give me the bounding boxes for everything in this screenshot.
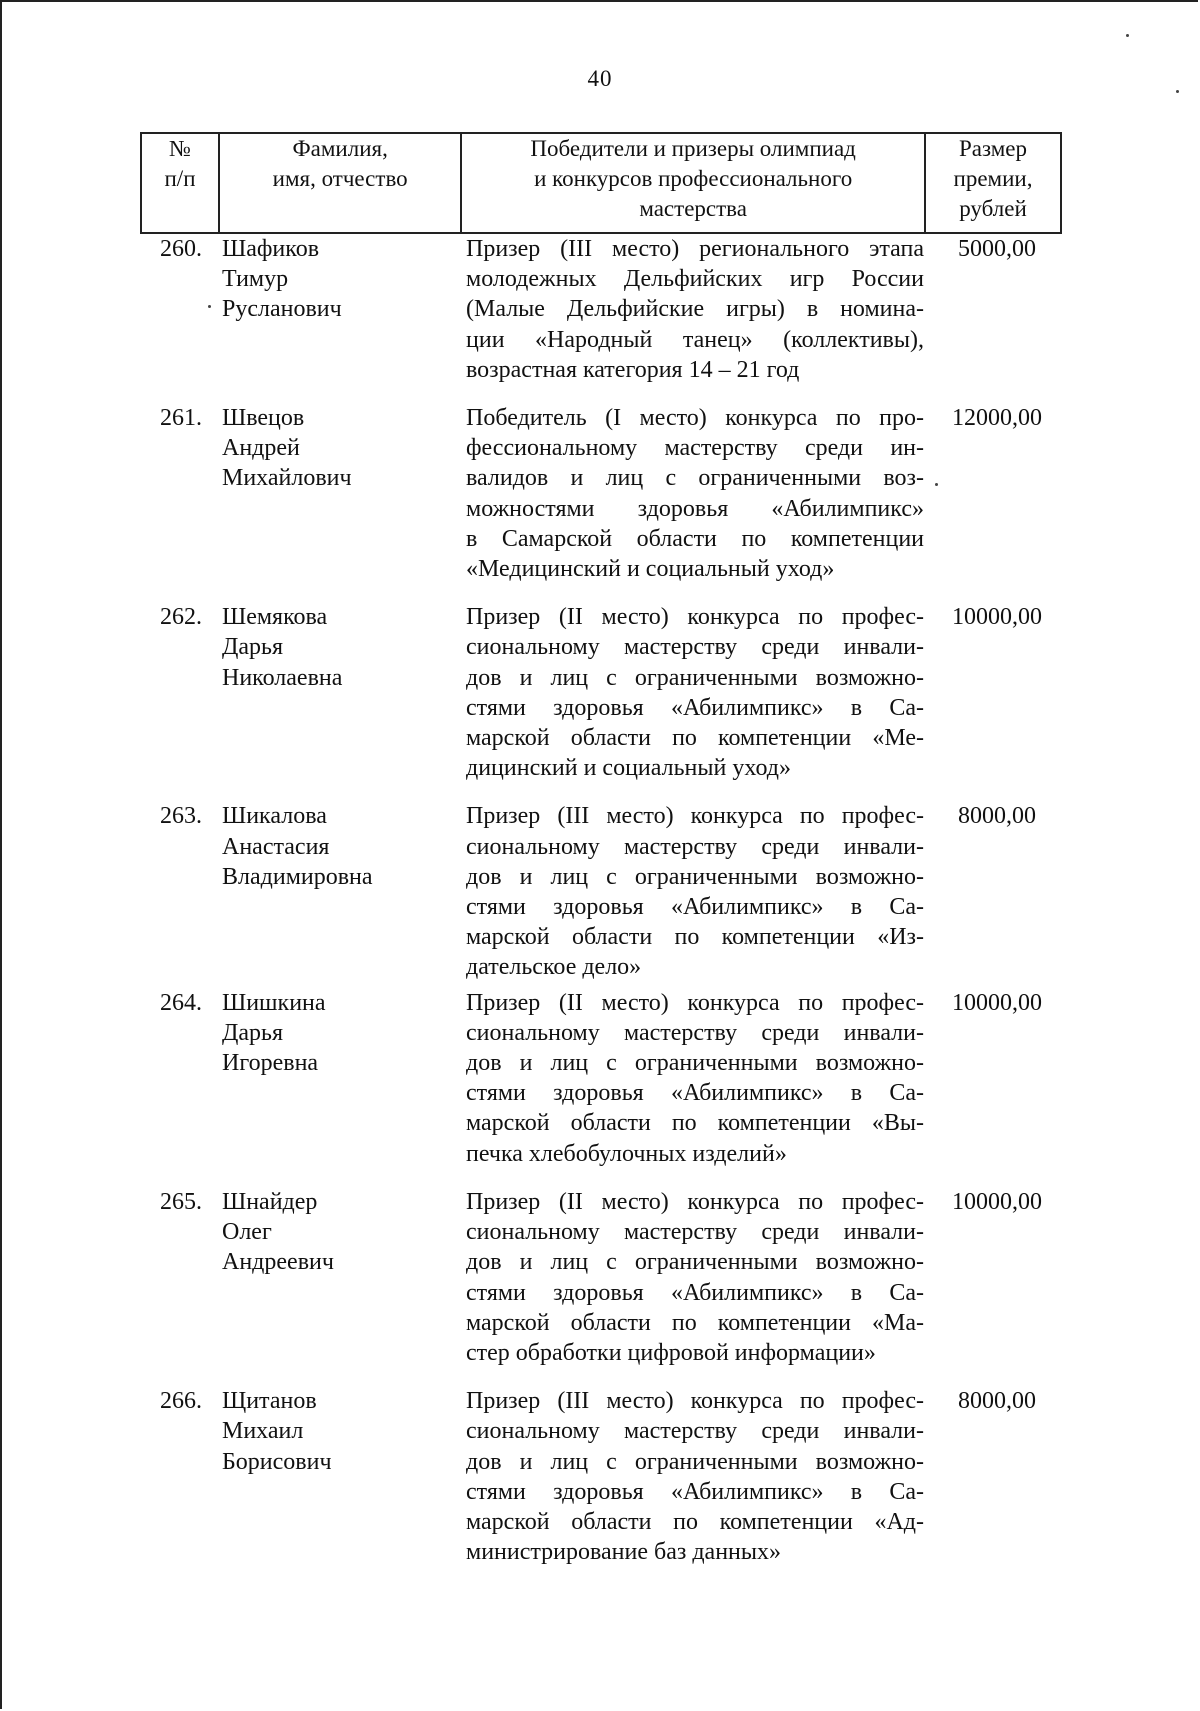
description-line: дательское дело» — [466, 954, 642, 981]
name-line: Шнайдер — [222, 1188, 318, 1215]
row-spacer — [140, 1368, 1062, 1386]
name-line: Щитанов — [222, 1388, 317, 1415]
row-number: 262. — [160, 604, 202, 631]
row-description — [466, 1386, 924, 1567]
description-line: Призер (III место) конкурса по профес- — [466, 803, 924, 830]
description-line: Призер (III место) регионального этапа — [466, 236, 924, 262]
description-line: стер обработки цифровой информации» — [466, 1339, 876, 1366]
description-line: сиональному мастерству среди инвали- — [466, 634, 924, 661]
description-line: дов и лиц с ограниченными возможно- — [466, 863, 924, 890]
row-spacer — [140, 1169, 1062, 1187]
name-line: Игоревна — [222, 1050, 319, 1077]
description-line: сиональному мастерству среди инвали- — [466, 833, 924, 860]
row-description — [466, 1187, 924, 1368]
row-amount: 10000,00 — [952, 604, 1042, 631]
header-num-line: п/п — [164, 166, 196, 191]
row-description — [466, 988, 924, 1169]
description-line: марской области по компетенции «Из- — [466, 924, 924, 951]
description-line: молодежных Дельфийских игр России — [466, 266, 924, 293]
table-row — [140, 1386, 1062, 1567]
name-line: Владимировна — [222, 863, 373, 890]
row-full-name — [222, 1187, 466, 1368]
row-amount: 10000,00 — [952, 989, 1042, 1016]
row-full-name — [222, 602, 466, 783]
description-line: валидов и лиц с ограниченными воз- — [466, 465, 924, 492]
description-line: стями здоровья «Абилимпикс» в Са- — [466, 1478, 924, 1505]
name-line: Михайлович — [222, 465, 352, 492]
row-amount: 8000,00 — [958, 803, 1036, 830]
description-line: Призер (III место) конкурса по профес- — [466, 1388, 924, 1415]
header-desc-line: мастерства — [639, 196, 747, 221]
name-line: Олег — [222, 1219, 272, 1246]
header-name-line: имя, отчество — [272, 166, 408, 191]
page-number: 40 — [587, 66, 613, 91]
name-line: Русланович — [222, 296, 342, 323]
description-line: сиональному мастерству среди инвали- — [466, 1418, 924, 1445]
name-line: Швецов — [222, 405, 305, 432]
name-line: Анастасия — [222, 833, 330, 860]
row-description — [466, 403, 924, 584]
description-line: дов и лиц с ограниченными возможно- — [466, 1050, 924, 1077]
row-spacer — [140, 385, 1062, 403]
row-number: 263. — [160, 803, 202, 830]
description-line: дицинский и социальный уход» — [466, 755, 791, 782]
table-row — [140, 988, 1062, 1169]
name-line: Борисович — [222, 1448, 332, 1475]
row-full-name — [222, 988, 466, 1169]
header-desc-line: Победители и призеры олимпиад — [530, 136, 856, 161]
name-line: Дарья — [222, 634, 284, 661]
name-line: Шемякова — [222, 604, 328, 631]
name-line: Николаевна — [222, 664, 343, 691]
description-line: фессиональному мастерству среди ин- — [466, 435, 924, 462]
row-full-name — [222, 801, 466, 982]
header-amount-line: премии, — [953, 166, 1033, 191]
table-row — [140, 403, 1062, 584]
row-full-name — [222, 403, 466, 584]
scan-speck — [935, 483, 938, 486]
header-amount-cell — [925, 133, 1061, 233]
row-spacer — [140, 584, 1062, 602]
description-line: ции «Народный танец» (коллективы), — [466, 326, 924, 353]
row-number: 261. — [160, 405, 202, 432]
description-line: дов и лиц с ограниченными возможно- — [466, 1249, 924, 1276]
header-num-line: № — [169, 136, 191, 161]
description-line: Призер (II место) конкурса по профес- — [466, 604, 924, 631]
name-line: Михаил — [222, 1418, 304, 1445]
row-number: 265. — [160, 1188, 202, 1215]
description-line: марской области по компетенции «Ма- — [466, 1309, 924, 1336]
scan-speck — [1126, 34, 1129, 37]
row-number: 260. — [160, 236, 202, 262]
description-line: стями здоровья «Абилимпикс» в Са- — [466, 1279, 924, 1306]
name-line: Андреевич — [222, 1249, 334, 1276]
row-full-name — [222, 234, 466, 385]
description-line: можностями здоровья «Абилимпикс» — [466, 495, 924, 522]
description-line: стями здоровья «Абилимпикс» в Са- — [466, 694, 924, 721]
table-header — [140, 132, 1062, 234]
row-amount: 10000,00 — [952, 1188, 1042, 1215]
table-row — [140, 801, 1062, 982]
row-amount: 8000,00 — [958, 1388, 1036, 1415]
row-amount: 12000,00 — [952, 405, 1042, 432]
description-line: сиональному мастерству среди инвали- — [466, 1219, 924, 1246]
table-body — [140, 234, 1062, 1567]
description-line: стями здоровья «Абилимпикс» в Са- — [466, 894, 924, 921]
description-line: возрастная категория 14 – 21 год — [466, 356, 800, 383]
description-line: дов и лиц с ограниченными возможно- — [466, 664, 924, 691]
name-line: Дарья — [222, 1019, 284, 1046]
table-row — [140, 234, 1062, 385]
header-amount-line: Размер — [958, 136, 1028, 161]
description-line: Призер (II место) конкурса по профес- — [466, 989, 924, 1016]
description-line: министрирование баз данных» — [466, 1539, 782, 1566]
header-name-cell — [219, 133, 461, 233]
row-full-name — [222, 1386, 466, 1567]
name-line: Шишкина — [222, 989, 326, 1016]
row-spacer — [140, 783, 1062, 801]
description-line: марской области по компетенции «Вы- — [466, 1110, 924, 1137]
name-line: Шафиков — [222, 236, 320, 262]
row-amount: 5000,00 — [958, 236, 1036, 262]
description-line: марской области по компетенции «Ад- — [466, 1508, 924, 1535]
description-line: Победитель (I место) конкурса по про- — [466, 405, 924, 432]
row-description — [466, 801, 924, 982]
name-line: Тимур — [222, 266, 289, 293]
scan-speck — [1176, 90, 1179, 93]
header-amount-line: рублей — [959, 196, 1027, 221]
description-line: Призер (II место) конкурса по профес- — [466, 1188, 924, 1215]
description-line: «Медицинский и социальный уход» — [466, 556, 835, 583]
row-number: 266. — [160, 1388, 202, 1415]
name-line: Андрей — [222, 435, 300, 462]
description-line: дов и лиц с ограниченными возможно- — [466, 1448, 924, 1475]
description-line: (Малые Дельфийские игры) в номина- — [466, 296, 924, 323]
name-line: Шикалова — [222, 803, 327, 830]
description-line: сиональному мастерству среди инвали- — [466, 1019, 924, 1046]
header-desc-cell — [461, 133, 925, 233]
header-desc-line: и конкурсов профессионального — [534, 166, 853, 191]
description-line: в Самарской области по компетенции — [466, 525, 924, 552]
table-row — [140, 1187, 1062, 1368]
description-line: марской области по компетенции «Ме- — [466, 725, 924, 752]
header-name-line: Фамилия, — [292, 136, 388, 161]
row-number: 264. — [160, 989, 202, 1016]
row-description — [466, 234, 924, 385]
header-num-cell — [141, 133, 219, 233]
table-row — [140, 602, 1062, 783]
description-line: стями здоровья «Абилимпикс» в Са- — [466, 1080, 924, 1107]
scan-speck — [208, 305, 211, 308]
row-description — [466, 602, 924, 783]
description-line: печка хлебобулочных изделий» — [466, 1140, 787, 1167]
